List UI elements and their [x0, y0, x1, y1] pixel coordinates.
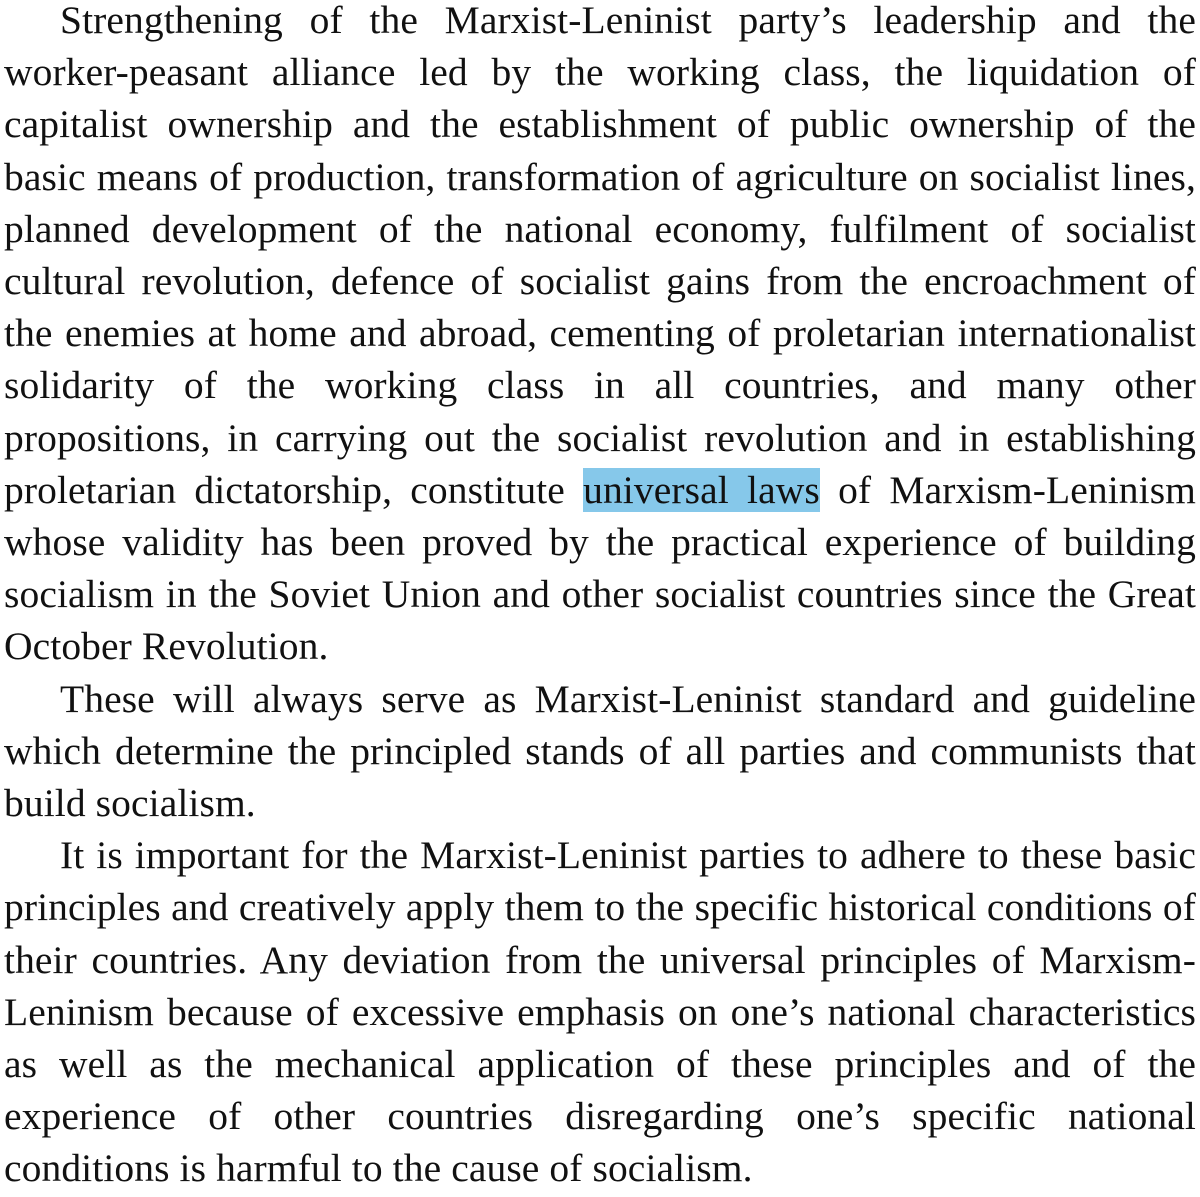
paragraph-3: It is important for the Marxist-Leninist parties to adhere to these basic principles and creatively apply them to the specific historical conditions of their countries. Any deviation from the universal principles of Marxism-Leninism because of excessive emphasis on one’s national characteristics as well as the mechanical application of these principles and of the experience of other countries disregarding one’s specific national conditions is harmful to the cause of socialism.: [4, 833, 1196, 1191]
paragraph-2: These will always serve as Marxist-Leninist standard and guideline which determine the principled stands of all parties and communists that build socialism.: [4, 676, 1196, 826]
highlighted-text[interactable]: universal laws: [583, 467, 820, 512]
paragraph-1-text-after: of Marxism-Leninism whose validity has been proved by the practical experience of building socialism in the Soviet Union and other socialist countries since the Great October Revolution.: [4, 467, 1196, 669]
paragraph-1: [4, 0, 1196, 673]
paragraph-1-text-before: Strengthening of the Marxist-Leninist party’s leadership and the worker-peasant alliance led by the working class, the liquidation of capitalist ownership and the establishment of public ownership of the basic means of production, transformation of agriculture on socialist lines, planned development of the national economy, fulfilment of socialist cultural revolution, defence of socialist gains from the encroachment of the enemies at home and abroad, cementing of proletarian internationalist solidarity of the working class in all countries, and many other propositions, in carrying out the socialist revolution and in establishing proletarian dictatorship, constitute: [4, 0, 1196, 512]
